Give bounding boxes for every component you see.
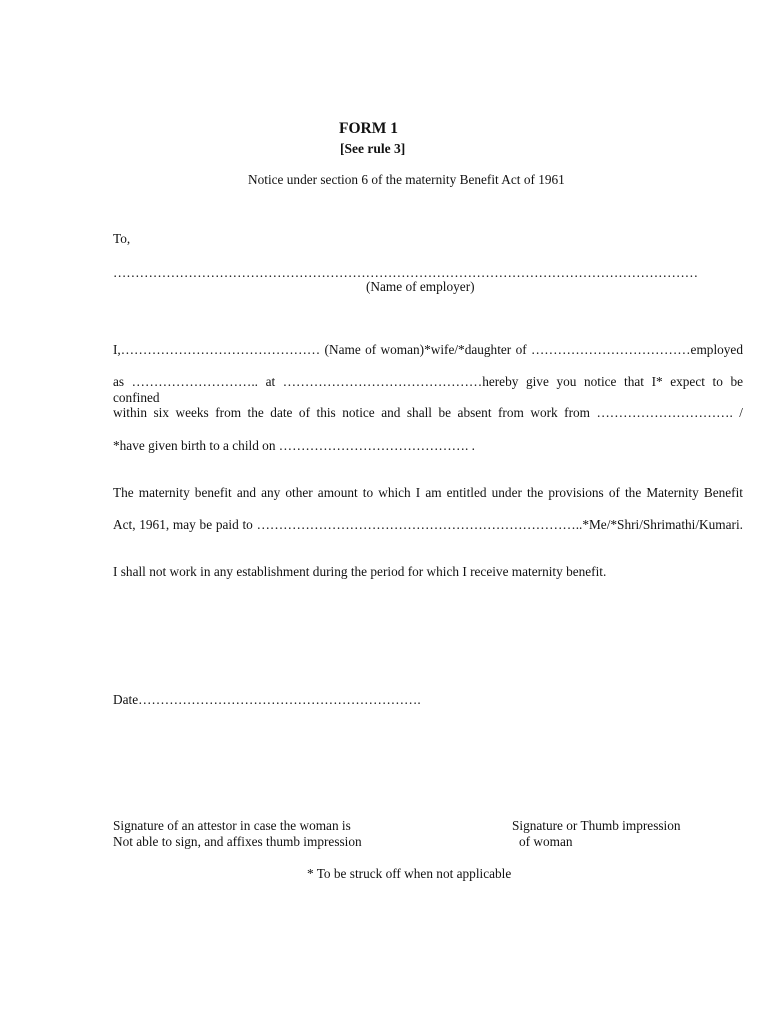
form-subtitle: [See rule 3] [340, 141, 406, 156]
benefit-line-1: The maternity benefit and any other amount to which I am entitled under the provisions of the Maternity Benefit [113, 485, 743, 500]
footnote: * To be struck off when not applicable [307, 866, 512, 881]
woman-signature-label-2: of woman [519, 834, 573, 849]
employer-name-line: …………………………………………………………………………………………………………………… [113, 265, 699, 280]
declaration: I shall not work in any establishment during the period for which I receive maternity benefit. [113, 564, 607, 579]
benefit-line-2: Act, 1961, may be paid to ………………………………………………………………..*Me/*Shri/Shrimathi/Kumari. [113, 517, 743, 532]
date-line: Date………………………………………………………. [113, 692, 421, 707]
employer-name-caption: (Name of employer) [366, 279, 475, 294]
attestor-signature-label-2: Not able to sign, and affixes thumb impression [113, 834, 362, 849]
woman-signature-label-1: Signature or Thumb impression [512, 818, 681, 833]
notice-line-3: within six weeks from the date of this notice and shall be absent from work from …………………………. / [113, 405, 743, 420]
attestor-signature-label-1: Signature of an attestor in case the woman is [113, 818, 351, 833]
salutation: To, [113, 231, 131, 246]
notice-line-4: *have given birth to a child on ……………………………………. . [113, 438, 475, 453]
form-title: FORM 1 [339, 120, 398, 137]
notice-line-1: I,……………………………………… (Name of woman)*wife/*daughter of ………………………………employed [113, 342, 743, 357]
notice-line-2: as ……………………….. at ………………………………………hereby give you notice that I* expect to be confined [113, 374, 743, 405]
form-heading: Notice under section 6 of the maternity Benefit Act of 1961 [248, 172, 565, 187]
